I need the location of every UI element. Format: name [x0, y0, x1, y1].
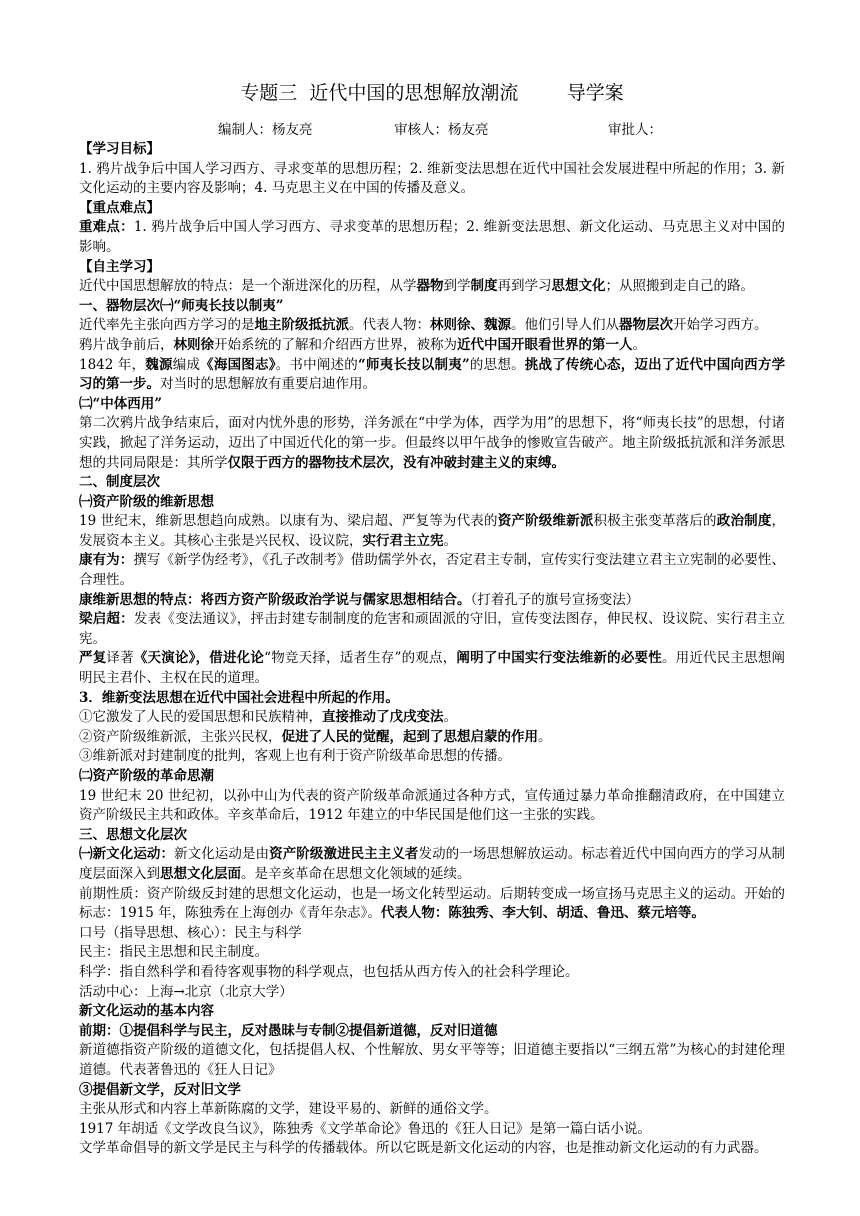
key-paragraph: 重难点：1. 鸦片战争后中国人学习西方、寻求变革的思想历程；2. 维新变法思想、新文化运动、马克思主义对中国的影响。 [79, 219, 786, 255]
paragraph: 近代率先主张向西方学习的是地主阶级抵抗派。代表人物：林则徐、魏源。他们引导人们从器物层次开始学习西方。 [79, 317, 768, 334]
paragraph: 1842 年，魏源编成《海国图志》。书中阐述的“师夷长技以制夷”的思想。挑战了传统心态，迈出了近代中国向西方学习的第一步。对当时的思想解放有重要启迪作用。 [79, 356, 786, 393]
paragraph: 鸦片战争前后，林则徐开始系统的了解和介绍西方世界，被称为近代中国开眼看世界的第一人。 [79, 336, 646, 353]
heading-institution-level: 二、制度层次 [79, 474, 160, 491]
paragraph: 1917 年胡适《文学改良刍议》，陈独秀《文学革命论》鲁迅的《狂人日记》是第一篇白话小说。 [79, 1120, 651, 1137]
author-line [79, 120, 785, 140]
paragraph: 前期性质：资产阶级反封建的思想文化运动，也是一场文化转型运动。后期转变成一场宣扬马克思主义的运动。开始的标志：1915 年，陈独秀在上海创办《青年杂志》。代表人物：陈独秀、李大钊、胡适、鲁迅、蔡元培等。 [79, 885, 785, 922]
section-heading-key: 【重点难点】 [79, 199, 160, 216]
heading-zhongti-xiyong: ㈡“中体西用” [79, 395, 163, 412]
heading-tools-level: 一、器物层次㈠“师夷长技以制夷” [79, 297, 284, 314]
heading-early-period: 前期：①提倡科学与民主，反对愚昧与专制②提倡新道德，反对旧道德 [79, 1022, 498, 1039]
self-paragraph: 近代中国思想解放的特点：是一个渐进深化的历程，从学器物到学制度再到学习思想文化；从照搬到走自己的路。 [79, 278, 754, 295]
paragraph: 康维新思想的特点：将西方资产阶级政治学说与儒家思想相结合。（打着孔子的旗号宣扬变法） [79, 591, 640, 608]
paragraph: 民主：指民主思想和民主制度。 [79, 944, 268, 961]
paragraph: 严复译著《天演论》，借进化论“物竞天择，适者生存”的观点，阐明了中国实行变法维新的必要性。用近代民主思想阐明民主君仆、主权在民的道理。 [79, 650, 786, 687]
paragraph: 梁启超：发表《变法通议》，抨击封建专制制度的危害和顽固派的守旧，宣传变法图存，伸民权、设议院、实行君主立宪。 [79, 611, 785, 647]
paragraph: 19 世纪末 20 世纪初，以孙中山为代表的资产阶级革命派通过各种方式，宣传通过暴力革命推翻清政府，在中国建立资产阶级民主共和政体。辛亥革命后，1912 年建立的中华民国是他们这一主张的实践。 [79, 787, 785, 824]
page-title: 专题三 近代中国的思想解放潮流 导学案 [240, 82, 624, 104]
paragraph: 19 世纪末，维新思想趋向成熟。以康有为、梁启超、严复等为代表的资产阶级维新派积极主张变革落后的政治制度，发展资本主义。其核心主张是兴民权、设议院，实行君主立宪。 [79, 513, 786, 549]
approver-label: 审批人： [608, 122, 662, 138]
paragraph: 科学：指自然科学和看待客观事物的科学观点，也包括从西方传入的社会科学理论。 [79, 963, 579, 980]
heading-basic-content: 新文化运动的基本内容 [79, 1003, 214, 1020]
paragraph: 文学革命倡导的新文学是民主与科学的传播载体。所以它既是新文化运动的内容，也是推动新文化运动的有力武器。 [79, 1140, 768, 1157]
document-page [79, 78, 785, 1159]
editor-label: 编制人：杨友亮 [218, 122, 313, 138]
paragraph: 主张从形式和内容上革新陈腐的文学，建设平易的、新鲜的通俗文学。 [79, 1101, 498, 1118]
paragraph: ③维新派对封建制度的批判，客观上也有利于资产阶级革命思想的传播。 [79, 748, 511, 765]
section-heading-goals: 【学习目标】 [79, 141, 160, 157]
goals-text: 1. 鸦片战争后中国人学习西方、寻求变革的思想历程；2. 维新变法思想在近代中国社会发展进程中所起的作用；3. 新文化运动的主要内容及影响；4. 马克思主义在中国的传播及意义。 [79, 160, 785, 197]
heading-reform-thought: ㈠资产阶级的维新思想 [79, 493, 214, 510]
paragraph: ②资产阶级维新派，主张兴民权，促进了人民的觉醒，起到了思想启蒙的作用。 [79, 728, 552, 745]
paragraph: 新道德指资产阶级的道德文化，包括提倡人权、个性解放、男女平等等；旧道德主要指以“三纲五常”为核心的封建伦理道德。代表著鲁迅的《狂人日记》 [79, 1042, 785, 1078]
paragraph: 康有为：撰写《新学伪经考》，《孔子改制考》借助儒学外衣，否定君主专制，宣传实行变法建立君主立宪制的必要性、合理性。 [79, 552, 786, 589]
paragraph: 第二次鸦片战争结束后，面对内忧外患的形势，洋务派在“中学为体，西学为用”的思想下，将“师夷长技”的思想，付诸实践，掀起了洋务运动，迈出了中国近代化的第一步。但最终以甲午战争的惨败宣告破产。地主阶级抵抗派和洋务派思想的共同局限是：其所学仅限于西方的器物技术层次，没有冲破封建主义的束缚。 [79, 415, 785, 471]
paragraph: 活动中心：上海→北京（北京大学） [79, 983, 293, 1000]
heading-new-literature: ③提倡新文学，反对旧文学 [79, 1081, 241, 1098]
section-heading-self: 【自主学习】 [79, 258, 160, 275]
paragraph: ㈠新文化运动：新文化运动是由资产阶级激进民主主义者发动的一场思想解放运动。标志着近代中国向西方的学习从制度层面深入到思想文化层面。是辛亥革命在思想文化领域的延续。 [79, 846, 786, 882]
heading-reform-role: 3．维新变法思想在近代中国社会进程中所起的作用。 [79, 689, 399, 706]
paragraph: ①它激发了人民的爱国思想和民族精神，直接推动了戊戌变法。 [79, 709, 457, 726]
heading-revolution-thought: ㈡资产阶级的革命思潮 [79, 768, 214, 784]
paragraph: 口号（指导思想、核心）：民主与科学 [79, 924, 302, 941]
heading-culture-level: 三、思想文化层次 [79, 826, 187, 843]
reviewer-label: 审核人：杨友亮 [394, 122, 489, 138]
